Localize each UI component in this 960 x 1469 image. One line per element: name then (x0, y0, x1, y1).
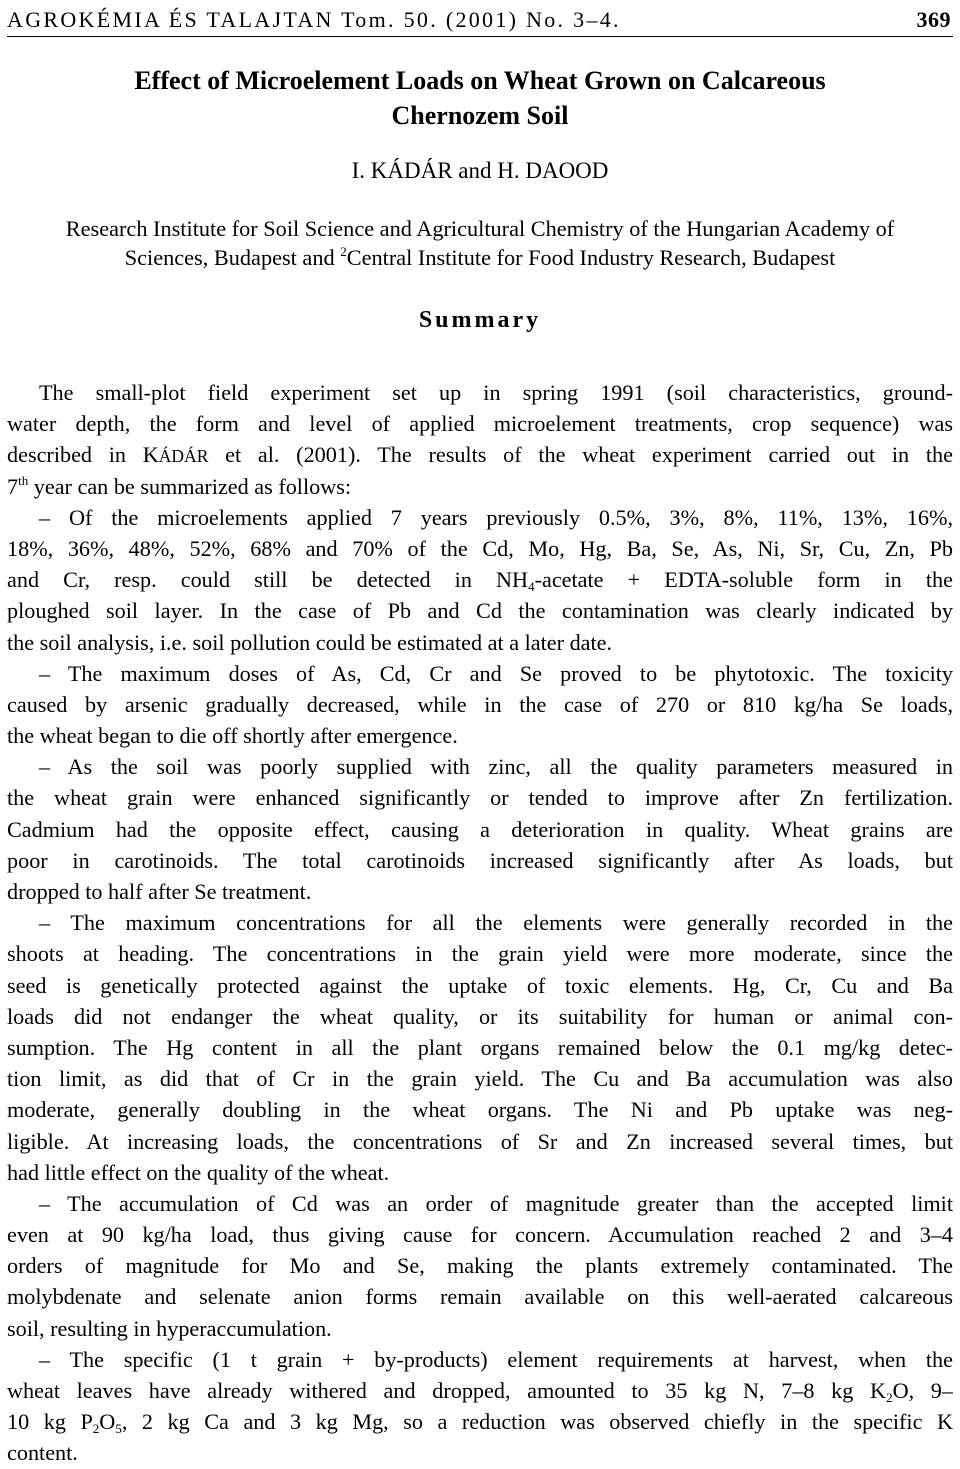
text-line: shoots at heading. The concentrations in the grain yield were more moderate, since the (7, 941, 953, 967)
text-line: orders of magnitude for Mo and Se, making the plants extremely contaminated. The (7, 1253, 953, 1279)
affiliation-text: Sciences, Budapest and (124, 245, 341, 270)
text-line: ligible. At increasing loads, the concentrations of Sr and Zn increased several times, but (7, 1128, 953, 1154)
title-line-1: Effect of Microelement Loads on Wheat Grown on Calcareous (134, 66, 826, 95)
text-line: – The maximum doses of As, Cd, Cr and Se proved to be phytotoxic. The toxicity (39, 660, 953, 686)
authors: I. KÁDÁR and H. DAOOD (351, 158, 609, 183)
affiliation-superscript: 2 (340, 244, 347, 259)
text-line: had little effect on the quality of the wheat. (7, 1159, 390, 1185)
text-line: sumption. The Hg content in all the plant organs remained below the 0.1 mg/kg detec- (7, 1034, 953, 1060)
text-line: – The maximum concentrations for all the elements were generally recorded in the (39, 910, 953, 936)
text-line (7, 564, 953, 595)
superscript: th (18, 472, 29, 488)
text-line: moderate, generally doubling in the wheat organs. The Ni and Pb uptake was neg- (7, 1097, 953, 1123)
summary-body (7, 377, 953, 1469)
text-line (7, 1375, 953, 1406)
text-line: dropped to half after Se treatment. (7, 879, 312, 904)
subscript: 2 (886, 1390, 893, 1405)
text-line: poor in carotinoids. The total carotinoids increased significantly after As loads, but (7, 847, 953, 873)
affiliation-line-2 (0, 243, 960, 272)
text-line: ploughed soil layer. In the case of Pb and Cd the contamination was clearly indicated by (7, 598, 953, 624)
text-line: 18%, 36%, 48%, 52%, 68% and 70% of the Cd, Mo, Hg, Ba, Se, As, Ni, Sr, Cu, Zn, Pb (7, 535, 953, 561)
journal-citation: AGROKÉMIA ÉS TALAJTAN Tom. 50. (2001) No. 3–4. (7, 7, 621, 32)
text-span: wheat leaves have already withered and dropped, amounted to 35 kg N, 7–8 kg K (7, 1378, 887, 1403)
text-line: – Of the microelements applied 7 years previously 0.5%, 3%, 8%, 11%, 13%, 16%, (39, 504, 953, 530)
text-line: the soil analysis, i.e. soil pollution could be estimated at a later date. (7, 629, 613, 655)
text-span: described in K (7, 442, 159, 468)
text-span: and Cr, resp. could still be detected in NH (7, 567, 529, 593)
text-line: content. (7, 1440, 78, 1466)
text-line: the wheat grain were enhanced significantly or tended to improve after Zn fertilization. (7, 785, 953, 811)
text-span: year can be summarized as follows: (28, 473, 352, 499)
text-line: – The specific (1 t grain + by-products) element requirements at harvest, when the (39, 1346, 953, 1372)
summary-heading: Summary (418, 307, 542, 333)
text-line: – As the soil was poorly supplied with zinc, all the quality parameters measured in (39, 754, 953, 780)
text-line: The small-plot field experiment set up in spring 1991 (soil characteristics, ground- (39, 380, 953, 405)
text-line: the wheat began to die off shortly after emergence. (7, 723, 458, 749)
text-span: , 2 kg Ca and 3 kg Mg, so a reduction was observed chiefly in the specific K (121, 1409, 953, 1435)
text-line (7, 439, 953, 470)
text-line: water depth, the form and level of applied microelement treatments, crop sequence) was (7, 411, 953, 437)
text-span: O, 9– (892, 1378, 953, 1403)
affiliation (0, 214, 960, 272)
text-line: – The accumulation of Cd was an order of magnitude greater than the accepted limit (39, 1190, 953, 1216)
article-title (0, 63, 960, 133)
text-line: tion limit, as did that of Cr in the grain yield. The Cu and Ba accumulation was also (7, 1066, 953, 1092)
text-span: -acetate + EDTA-soluble form in the (534, 567, 953, 593)
subscript: 5 (115, 1421, 122, 1437)
text-span: et al. (2001). The results of the wheat experiment carried out in the (208, 442, 953, 468)
text-line: even at 90 kg/ha load, thus giving cause for concern. Accumulation reached 2 and 3–4 (7, 1222, 953, 1248)
text-line: Cadmium had the opposite effect, causing a deterioration in quality. Wheat grains are (7, 816, 953, 842)
text-span: 7 (7, 473, 19, 499)
text-line: caused by arsenic gradually decreased, while in the case of 270 or 810 kg/ha Se loads, (7, 691, 953, 717)
text-line (7, 1406, 953, 1437)
text-line: molybdenate and selenate anion forms remain available on this well-aerated calcareous (7, 1284, 953, 1310)
subscript: 2 (92, 1421, 100, 1437)
page-number: 369 (916, 7, 951, 32)
text-line (7, 471, 953, 502)
affiliation-text: Central Institute for Food Industry Research, Budapest (346, 245, 836, 270)
text-line: loads did not endanger the wheat quality, or its suitability for human or animal con- (7, 1003, 953, 1029)
title-line-2: Chernozem Soil (391, 101, 569, 130)
text-span: O (99, 1409, 116, 1435)
affiliation-line-1: Research Institute for Soil Science and Agricultural Chemistry of the Hungarian Academy of (65, 216, 895, 241)
running-header (7, 4, 953, 37)
text-line: soil, resulting in hyperaccumulation. (7, 1315, 332, 1341)
subscript: 4 (528, 579, 535, 595)
text-line: seed is genetically protected against the uptake of toxic elements. Hg, Cr, Cu and Ba (7, 972, 953, 998)
text-span: 10 kg P (7, 1409, 93, 1435)
small-caps-span: ÁDÁR (158, 446, 209, 467)
